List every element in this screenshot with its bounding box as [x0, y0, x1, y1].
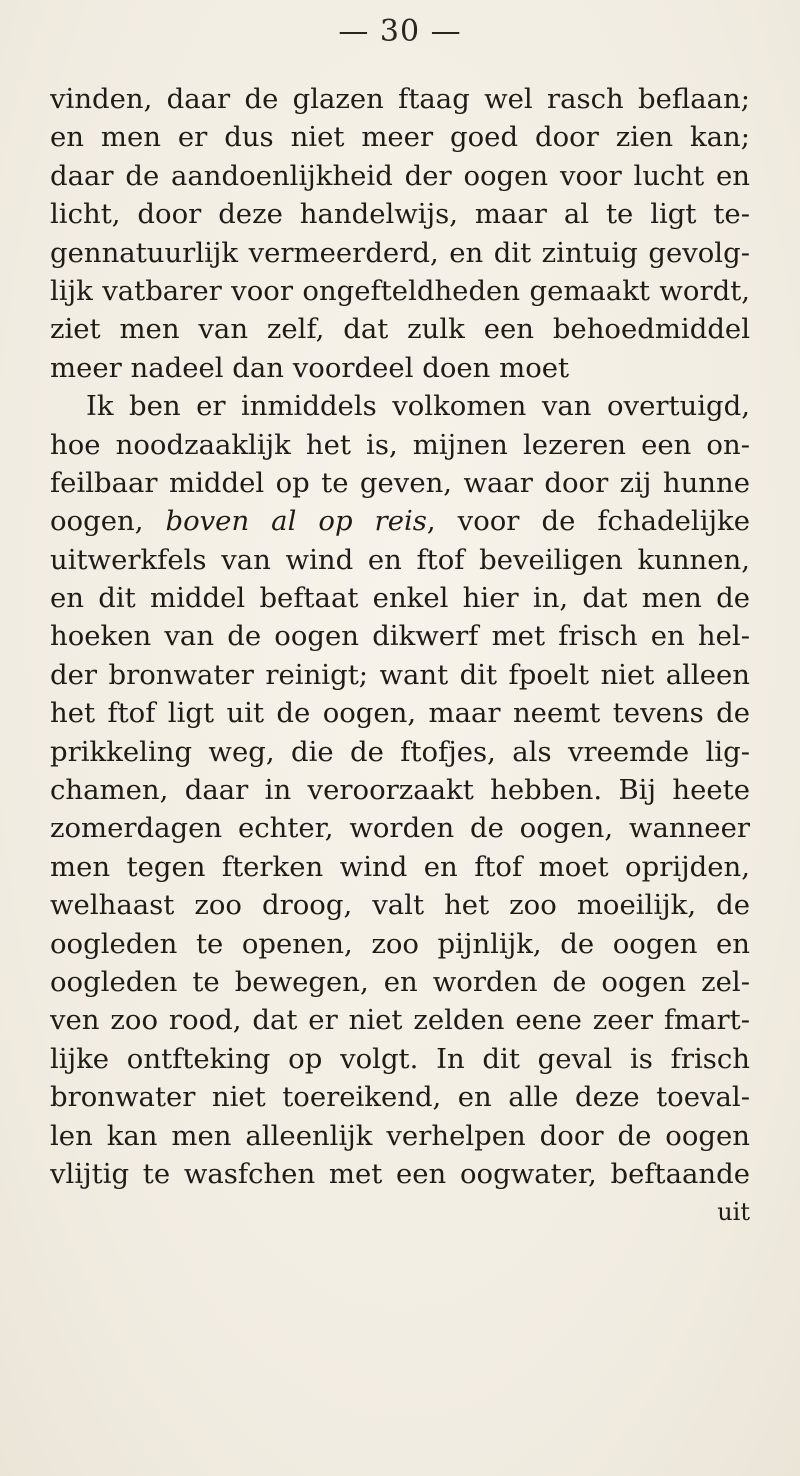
text-line: lijke ontfteking op volgt. In dit geval is frisch — [50, 1042, 750, 1075]
italic-phrase: boven al op reis — [165, 505, 427, 538]
text-line: vlijtig te wasfchen met een oogwater, beftaande — [50, 1157, 750, 1190]
text-line: len kan men alleenlijk verhelpen door de oogen — [50, 1119, 750, 1152]
text-line: chamen, daar in veroorzaakt hebben. Bij heete — [50, 774, 750, 807]
text-line: licht, door deze handelwijs, maar al te ligt te- — [50, 198, 750, 231]
text-line: oogleden te bewegen, en worden de oogen zel- — [50, 965, 750, 998]
text-line: zomerdagen echter, worden de oogen, wanneer — [50, 812, 750, 845]
text-line: ven zoo rood, dat er niet zelden eene zeer fmart- — [50, 1004, 750, 1037]
text-line: lijk vatbarer voor ongefteldheden gemaakt wordt, — [50, 274, 750, 307]
text-line: het ftof ligt uit de oogen, maar neemt tevens de — [50, 697, 750, 730]
page-number: — 30 — — [338, 14, 462, 49]
text-line: en men er dus niet meer goed door zien kan; — [50, 121, 750, 154]
text-line: der bronwater reinigt; want dit fpoelt niet alleen — [50, 658, 750, 691]
text-line: gennatuurlijk vermeerderd, en dit zintuig gevolg- — [50, 236, 750, 269]
text-line: oogleden te openen, zoo pijnlijk, de oogen en — [50, 927, 750, 960]
text-line-with-italic — [50, 502, 750, 540]
text-line: feilbaar middel op te geven, waar door zij hunne — [50, 466, 750, 499]
body-text — [50, 80, 750, 1232]
catchword: uit — [717, 1198, 750, 1227]
text-line: men tegen fterken wind en ftof moet oprijden, — [50, 850, 750, 883]
text-line: prikkeling weg, die de ftofjes, als vreemde lig- — [50, 735, 750, 768]
text-fragment: oogen, — [50, 505, 166, 538]
text-line: welhaast zoo droog, valt het zoo moeilijk, de — [50, 889, 750, 922]
text-fragment: , voor de fchadelijke — [426, 505, 750, 538]
text-line: uitwerkfels van wind en ftof beveiligen kunnen, — [50, 543, 750, 576]
text-line: en dit middel beftaat enkel hier in, dat men de — [50, 582, 750, 615]
text-line: daar de aandoenlijkheid der oogen voor lucht en — [50, 159, 750, 192]
text-line: hoeken van de oogen dikwerf met frisch en hel- — [50, 620, 750, 653]
text-line: bronwater niet toereikend, en alle deze toeval- — [50, 1081, 750, 1114]
text-line: meer nadeel dan voordeel doen moet — [50, 351, 570, 384]
paragraph-start-line: Ik ben er inmiddels volkomen van overtuigd, — [86, 390, 750, 423]
text-line: hoe noodzaaklijk het is, mijnen lezeren een on- — [50, 428, 750, 461]
text-line: ziet men van zelf, dat zulk een behoedmiddel — [50, 313, 750, 346]
text-line: vinden, daar de glazen ftaag wel rasch beflaan; — [50, 83, 750, 115]
